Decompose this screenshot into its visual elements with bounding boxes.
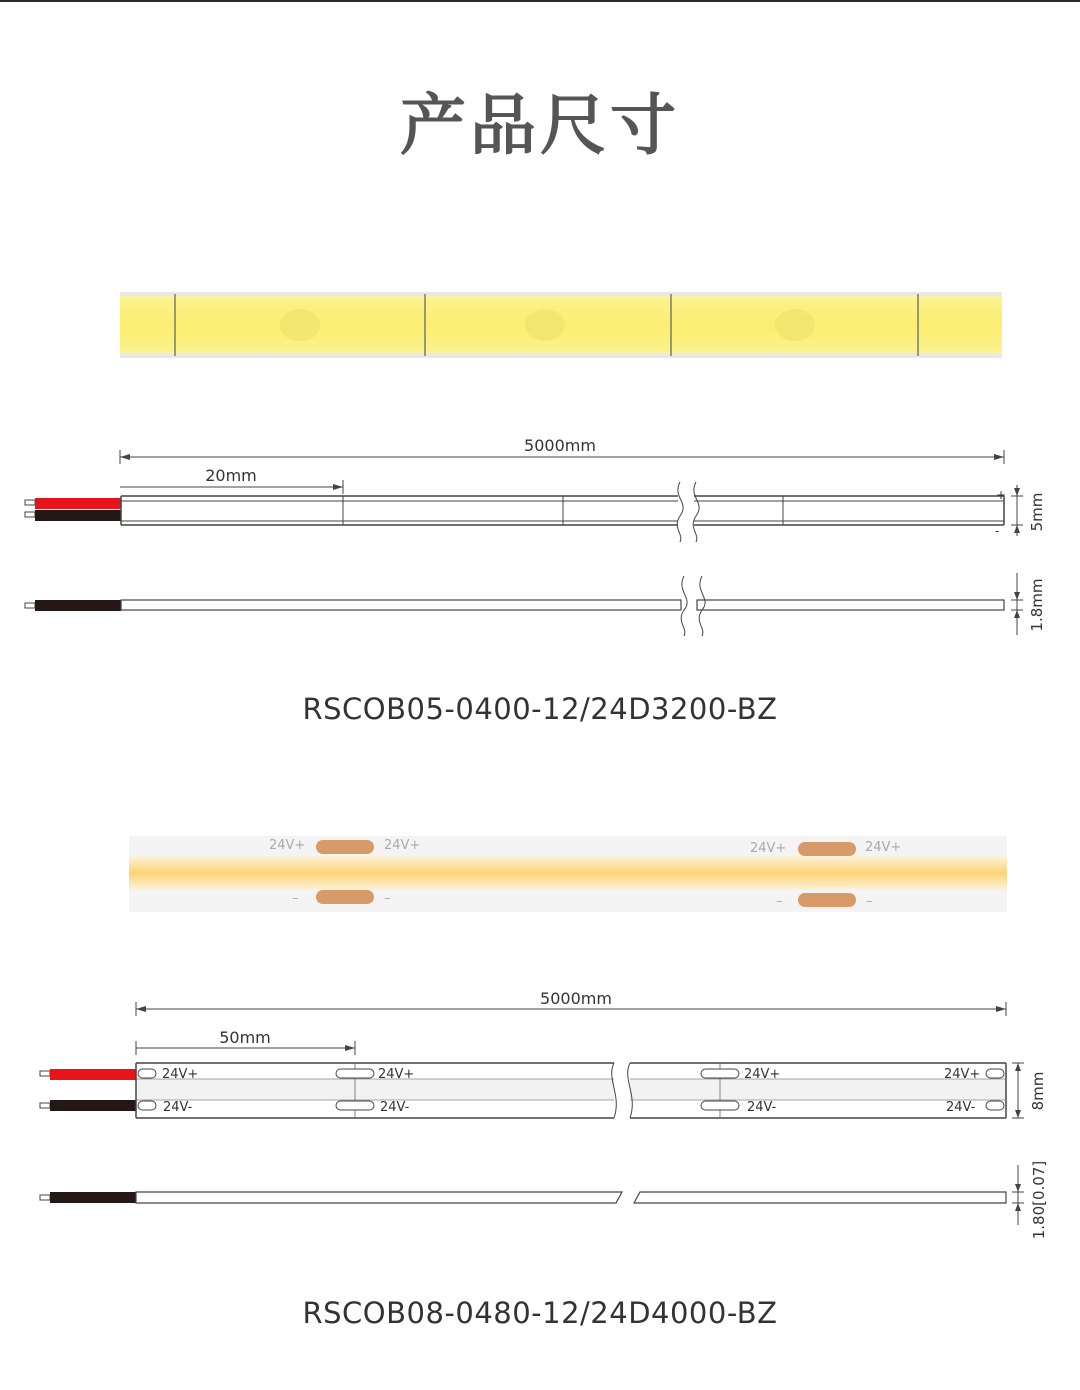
black-wire	[35, 510, 121, 521]
page-title: 产品尺寸	[400, 87, 680, 164]
pad-label: –	[776, 894, 783, 909]
solder-pad-outline	[701, 1101, 739, 1110]
solder-pad-outline	[701, 1069, 739, 1078]
solder-pad-outline	[986, 1101, 1004, 1110]
product1-dimension-drawing	[0, 430, 1080, 650]
break-mark	[681, 576, 687, 636]
negative-label: 24V-	[747, 1100, 777, 1115]
negative-label: 24V-	[380, 1100, 410, 1115]
product1-strip-photo	[0, 280, 1080, 370]
positive-label: 24V+	[378, 1067, 415, 1082]
solder-pad-outline	[138, 1101, 156, 1110]
thickness-dimension-label: 1.80[0.07]	[1030, 1160, 1048, 1240]
solder-pad-outline	[986, 1069, 1004, 1078]
minus-sign: -	[995, 524, 1000, 538]
pad-label: 24V+	[269, 838, 306, 853]
pad-label: 24V+	[750, 841, 787, 856]
product2-dimension-drawing	[0, 985, 1080, 1245]
segment-dimension-label: 50mm	[219, 1028, 271, 1047]
strip-top-view	[136, 1063, 1006, 1118]
positive-label: 24V+	[744, 1067, 781, 1082]
thickness-dimension-label: 1.8mm	[1028, 578, 1046, 632]
product1-model-number: RSCOB05-0400-12/24D3200-BZ	[302, 692, 778, 726]
product2-model-number: RSCOB08-0480-12/24D4000-BZ	[302, 1296, 778, 1330]
solder-pad	[798, 842, 856, 856]
pad-label: 24V+	[384, 838, 421, 853]
led-strip-emitter	[129, 856, 1007, 890]
plus-sign: +	[996, 488, 1007, 502]
pad-label: –	[292, 891, 299, 906]
solder-pad-outline	[138, 1069, 156, 1078]
top-border-line	[0, 0, 1080, 2]
red-wire	[50, 1069, 136, 1080]
pad-label: –	[384, 891, 391, 906]
positive-label: 24V+	[162, 1067, 199, 1082]
strip-top-view	[121, 482, 1006, 542]
negative-label: 24V-	[946, 1100, 976, 1115]
solder-pad-outline	[336, 1069, 374, 1078]
solder-pad	[316, 840, 374, 854]
black-wire-side	[35, 600, 121, 611]
solder-pad	[798, 893, 856, 907]
length-dimension-label: 5000mm	[524, 436, 596, 455]
product2-strip-photo	[0, 830, 1080, 920]
width-dimension-label: 5mm	[1028, 492, 1046, 532]
solder-pad	[316, 890, 374, 904]
strip-side-view	[136, 1192, 1006, 1203]
strip-side-view	[121, 576, 1004, 636]
positive-label: 24V+	[944, 1067, 981, 1082]
negative-label: 24V-	[163, 1100, 193, 1115]
black-wire-side	[50, 1192, 136, 1203]
length-dimension-label: 5000mm	[540, 989, 612, 1008]
solder-pad-outline	[336, 1101, 374, 1110]
red-wire	[35, 498, 121, 509]
segment-dimension-label: 20mm	[205, 466, 257, 485]
break-mark	[693, 482, 699, 542]
pad-label: 24V+	[865, 840, 902, 855]
black-wire	[50, 1100, 136, 1111]
width-dimension-label: 8mm	[1029, 1071, 1047, 1111]
pad-label: –	[866, 894, 873, 909]
